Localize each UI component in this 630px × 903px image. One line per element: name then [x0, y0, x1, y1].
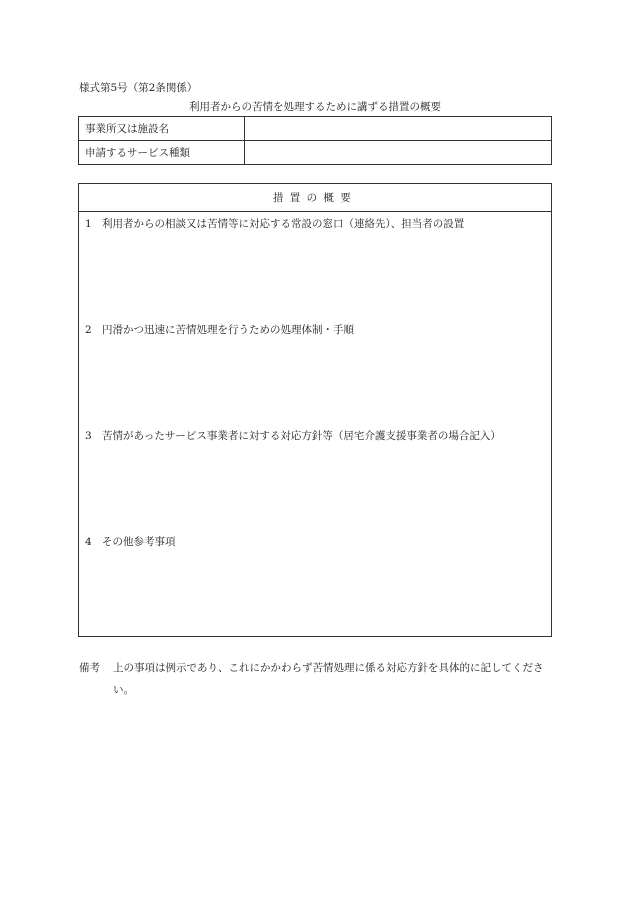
remarks-text: 上の事項は例示であり、これにかかわらず苦情処理に係る対応方針を具体的に記してください。	[113, 662, 544, 696]
remarks	[79, 657, 553, 701]
measure-section-1[interactable]	[79, 212, 551, 318]
section-heading: 利用者からの相談又は苦情等に対応する常設の窓口（連絡先）、担当者の設置	[102, 218, 465, 230]
section-heading: 円滑かつ迅速に苦情処理を行うための処理体制・手順	[102, 324, 354, 336]
service-type-field[interactable]	[245, 141, 552, 165]
measures-header: 措置の概要	[79, 184, 551, 212]
section-number: 1	[85, 218, 92, 230]
service-type-label: 申請するサービス種類	[79, 141, 245, 165]
section-number: 2	[85, 324, 92, 336]
measure-section-4[interactable]	[79, 530, 551, 636]
section-number: 3	[85, 430, 92, 442]
section-heading: 苦情があったサービス事業者に対する対応方針等（居宅介護支援事業者の場合記入）	[102, 430, 501, 442]
remarks-label: 備考	[79, 662, 100, 674]
facility-name-label: 事業所又は施設名	[79, 117, 245, 141]
document-title: 利用者からの苦情を処理するために講ずる措置の概要	[189, 101, 441, 113]
form-number: 様式第5号（第2条関係）	[79, 82, 198, 94]
measure-section-3[interactable]	[79, 424, 551, 530]
table-row	[79, 141, 552, 165]
measure-section-2[interactable]	[79, 318, 551, 424]
section-number: 4	[85, 536, 92, 548]
info-table	[78, 116, 552, 165]
section-heading: その他参考事項	[102, 536, 176, 548]
facility-name-field[interactable]	[245, 117, 552, 141]
measures-box	[78, 183, 552, 637]
table-row	[79, 117, 552, 141]
